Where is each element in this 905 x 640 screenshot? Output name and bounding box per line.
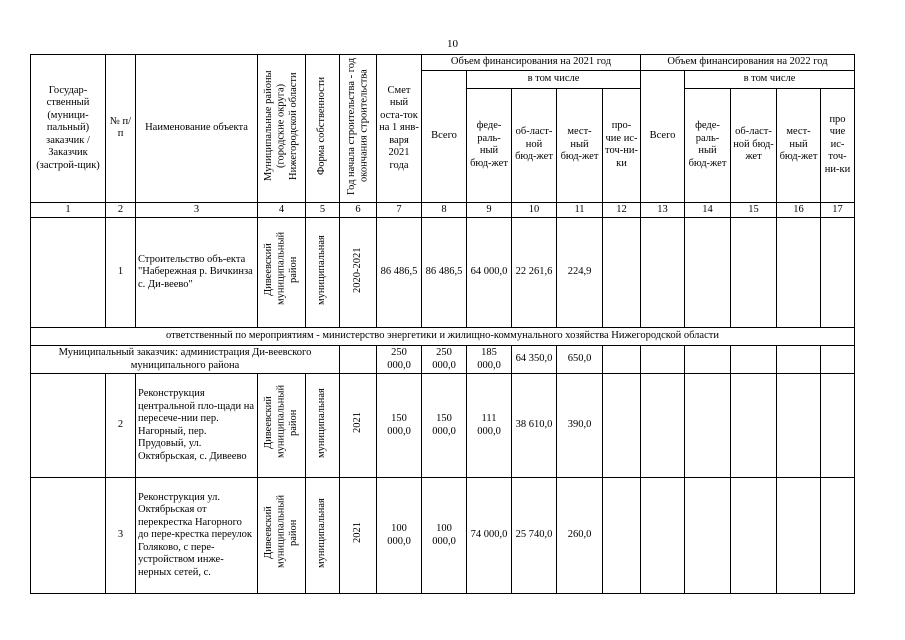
cell-years xyxy=(340,374,377,478)
header-total-2021: Всего xyxy=(422,71,467,203)
cell-empty xyxy=(821,374,855,478)
cell-empty xyxy=(641,374,685,478)
cell-num: 2 xyxy=(106,374,136,478)
header-customer: Государ-ственный (муници-пальный) заказчик / Заказчик (застрой-щик) xyxy=(31,55,106,203)
cell-empty xyxy=(685,478,731,594)
header-fin-2021: Объем финансирования на 2021 год xyxy=(422,55,641,71)
cell-object-name: Реконструкция ул. Октябрьская от перекрестка Нагорного до пере-кpестка переулок Голяково, с пере-устройством инже-нерных сетей, с. xyxy=(136,478,258,594)
col-number: 1 xyxy=(31,202,106,218)
header-regional-2021: об-ласт-ной бюд-жет xyxy=(512,88,557,202)
cell-years xyxy=(340,218,377,328)
cell-federal: 64 000,0 xyxy=(467,218,512,328)
cell-years xyxy=(340,478,377,594)
header-total-2022: Всего xyxy=(641,71,685,203)
responsible-row xyxy=(31,328,855,346)
cell-ownership-text: муниципальная xyxy=(316,235,328,306)
cell-district-text: Дивеевский муниципальный район xyxy=(262,232,299,306)
cell-empty xyxy=(685,346,731,374)
cell-empty xyxy=(777,374,821,478)
col-number: 14 xyxy=(685,202,731,218)
header-districts xyxy=(258,55,306,203)
col-number: 4 xyxy=(258,202,306,218)
col-number: 13 xyxy=(641,202,685,218)
cell-years-text: 2020-2021 xyxy=(351,247,363,293)
header-fin-2022: Объем финансирования на 2022 год xyxy=(641,55,855,71)
cell-empty xyxy=(731,374,777,478)
cell-regional: 38 610,0 xyxy=(512,374,557,478)
cell-estimate: 86 486,5 xyxy=(377,218,422,328)
cell-empty xyxy=(641,478,685,594)
cell-customer xyxy=(31,218,106,328)
cell-ownership xyxy=(306,478,340,594)
cell-total: 150 000,0 xyxy=(422,374,467,478)
cell-object-name: Строительство объ-екта "Набережная р. Вичкинза с. Ди-веево" xyxy=(136,218,258,328)
cell-ownership xyxy=(306,374,340,478)
header-other-2022: про чие ис-точ-ни-ки xyxy=(821,88,855,202)
cell-ownership xyxy=(306,218,340,328)
customer-row xyxy=(31,346,855,374)
table-row xyxy=(31,374,855,478)
col-number: 6 xyxy=(340,202,377,218)
cell-district-text: Дивеевский муниципальный район xyxy=(262,385,299,459)
col-number: 3 xyxy=(136,202,258,218)
cell-empty xyxy=(641,346,685,374)
col-number: 10 xyxy=(512,202,557,218)
header-districts-text: Муниципальные районы (городские округа) Нижегородской области xyxy=(262,70,299,182)
header-ownership xyxy=(306,55,340,203)
responsible-text: ответственный по мероприятиям - министерство энергетики и жилищно-коммунального хозяйства Нижегородской области xyxy=(31,328,855,346)
cell-total: 100 000,0 xyxy=(422,478,467,594)
header-including-2022: в том числе xyxy=(685,71,855,89)
cell-ownership-text: муниципальная xyxy=(316,388,328,459)
col-number: 9 xyxy=(467,202,512,218)
customer-label: Муниципальный заказчик: администрация Ди-веевского муниципального района xyxy=(31,346,340,374)
cell-district xyxy=(258,478,306,594)
cell-empty xyxy=(685,374,731,478)
cell-object-name: Реконструкция центральной пло-щади на пересече-нии пер. Нагорный, пер. Прудовый, ул. Октябрьская, с. Дивеево xyxy=(136,374,258,478)
col-number: 17 xyxy=(821,202,855,218)
header-local-2022: мест-ный бюд-жет xyxy=(777,88,821,202)
cell-total: 250 000,0 xyxy=(422,346,467,374)
cell-empty xyxy=(685,218,731,328)
cell-empty xyxy=(821,478,855,594)
cell-local: 260,0 xyxy=(557,478,603,594)
cell-ownership-text: муниципальная xyxy=(316,498,328,569)
col-number: 2 xyxy=(106,202,136,218)
header-federal-2022: феде-раль-ный бюд-жет xyxy=(685,88,731,202)
cell-total: 86 486,5 xyxy=(422,218,467,328)
header-including-2021: в том числе xyxy=(467,71,641,89)
cell-estimate: 250 000,0 xyxy=(377,346,422,374)
cell-empty xyxy=(777,218,821,328)
cell-estimate: 100 000,0 xyxy=(377,478,422,594)
cell-years-text: 2021 xyxy=(351,522,363,544)
cell-years-text: 2021 xyxy=(351,412,363,434)
cell-empty xyxy=(821,346,855,374)
cell-local: 650,0 xyxy=(557,346,603,374)
cell-customer xyxy=(31,374,106,478)
table-row xyxy=(31,218,855,328)
header-row-1 xyxy=(31,55,855,71)
header-years xyxy=(340,55,377,203)
cell-district-text: Дивеевский муниципальный район xyxy=(262,495,299,569)
financing-table xyxy=(30,54,855,594)
col-number: 16 xyxy=(777,202,821,218)
table-row xyxy=(31,478,855,594)
cell-district xyxy=(258,374,306,478)
cell-empty xyxy=(731,218,777,328)
header-estimate: Смет ный оста-ток на 1 янв-варя 2021 года xyxy=(377,55,422,203)
col-number: 5 xyxy=(306,202,340,218)
cell-empty xyxy=(731,478,777,594)
header-ownership-text: Форма собственности xyxy=(316,76,328,176)
header-years-text: Год начала строительства - год окончания строительства xyxy=(345,57,369,195)
cell-empty xyxy=(603,374,641,478)
cell-num: 1 xyxy=(106,218,136,328)
cell-empty xyxy=(603,218,641,328)
cell-estimate: 150 000,0 xyxy=(377,374,422,478)
cell-empty xyxy=(641,218,685,328)
cell-empty xyxy=(603,478,641,594)
cell-regional: 25 740,0 xyxy=(512,478,557,594)
cell-federal: 111 000,0 xyxy=(467,374,512,478)
cell-empty xyxy=(731,346,777,374)
cell-empty xyxy=(821,218,855,328)
cell-customer xyxy=(31,478,106,594)
cell-empty xyxy=(603,346,641,374)
header-num: № п/п xyxy=(106,55,136,203)
header-federal-2021: феде-раль-ный бюд-жет xyxy=(467,88,512,202)
cell-regional: 64 350,0 xyxy=(512,346,557,374)
cell-empty xyxy=(340,346,377,374)
cell-regional: 22 261,6 xyxy=(512,218,557,328)
cell-local: 390,0 xyxy=(557,374,603,478)
col-number: 15 xyxy=(731,202,777,218)
col-number: 11 xyxy=(557,202,603,218)
cell-federal: 74 000,0 xyxy=(467,478,512,594)
header-regional-2022: об-ласт-ной бюд-жет xyxy=(731,88,777,202)
col-number: 12 xyxy=(603,202,641,218)
cell-empty xyxy=(777,346,821,374)
cell-district xyxy=(258,218,306,328)
header-local-2021: мест-ный бюд-жет xyxy=(557,88,603,202)
cell-local: 224,9 xyxy=(557,218,603,328)
col-number: 8 xyxy=(422,202,467,218)
cell-num: 3 xyxy=(106,478,136,594)
cell-federal: 185 000,0 xyxy=(467,346,512,374)
cell-empty xyxy=(777,478,821,594)
header-object-name: Наименование объекта xyxy=(136,55,258,203)
header-other-2021: про-чие ис-точ-ни-ки xyxy=(603,88,641,202)
page-number: 10 xyxy=(447,38,458,50)
column-numbers-row xyxy=(31,202,855,218)
col-number: 7 xyxy=(377,202,422,218)
